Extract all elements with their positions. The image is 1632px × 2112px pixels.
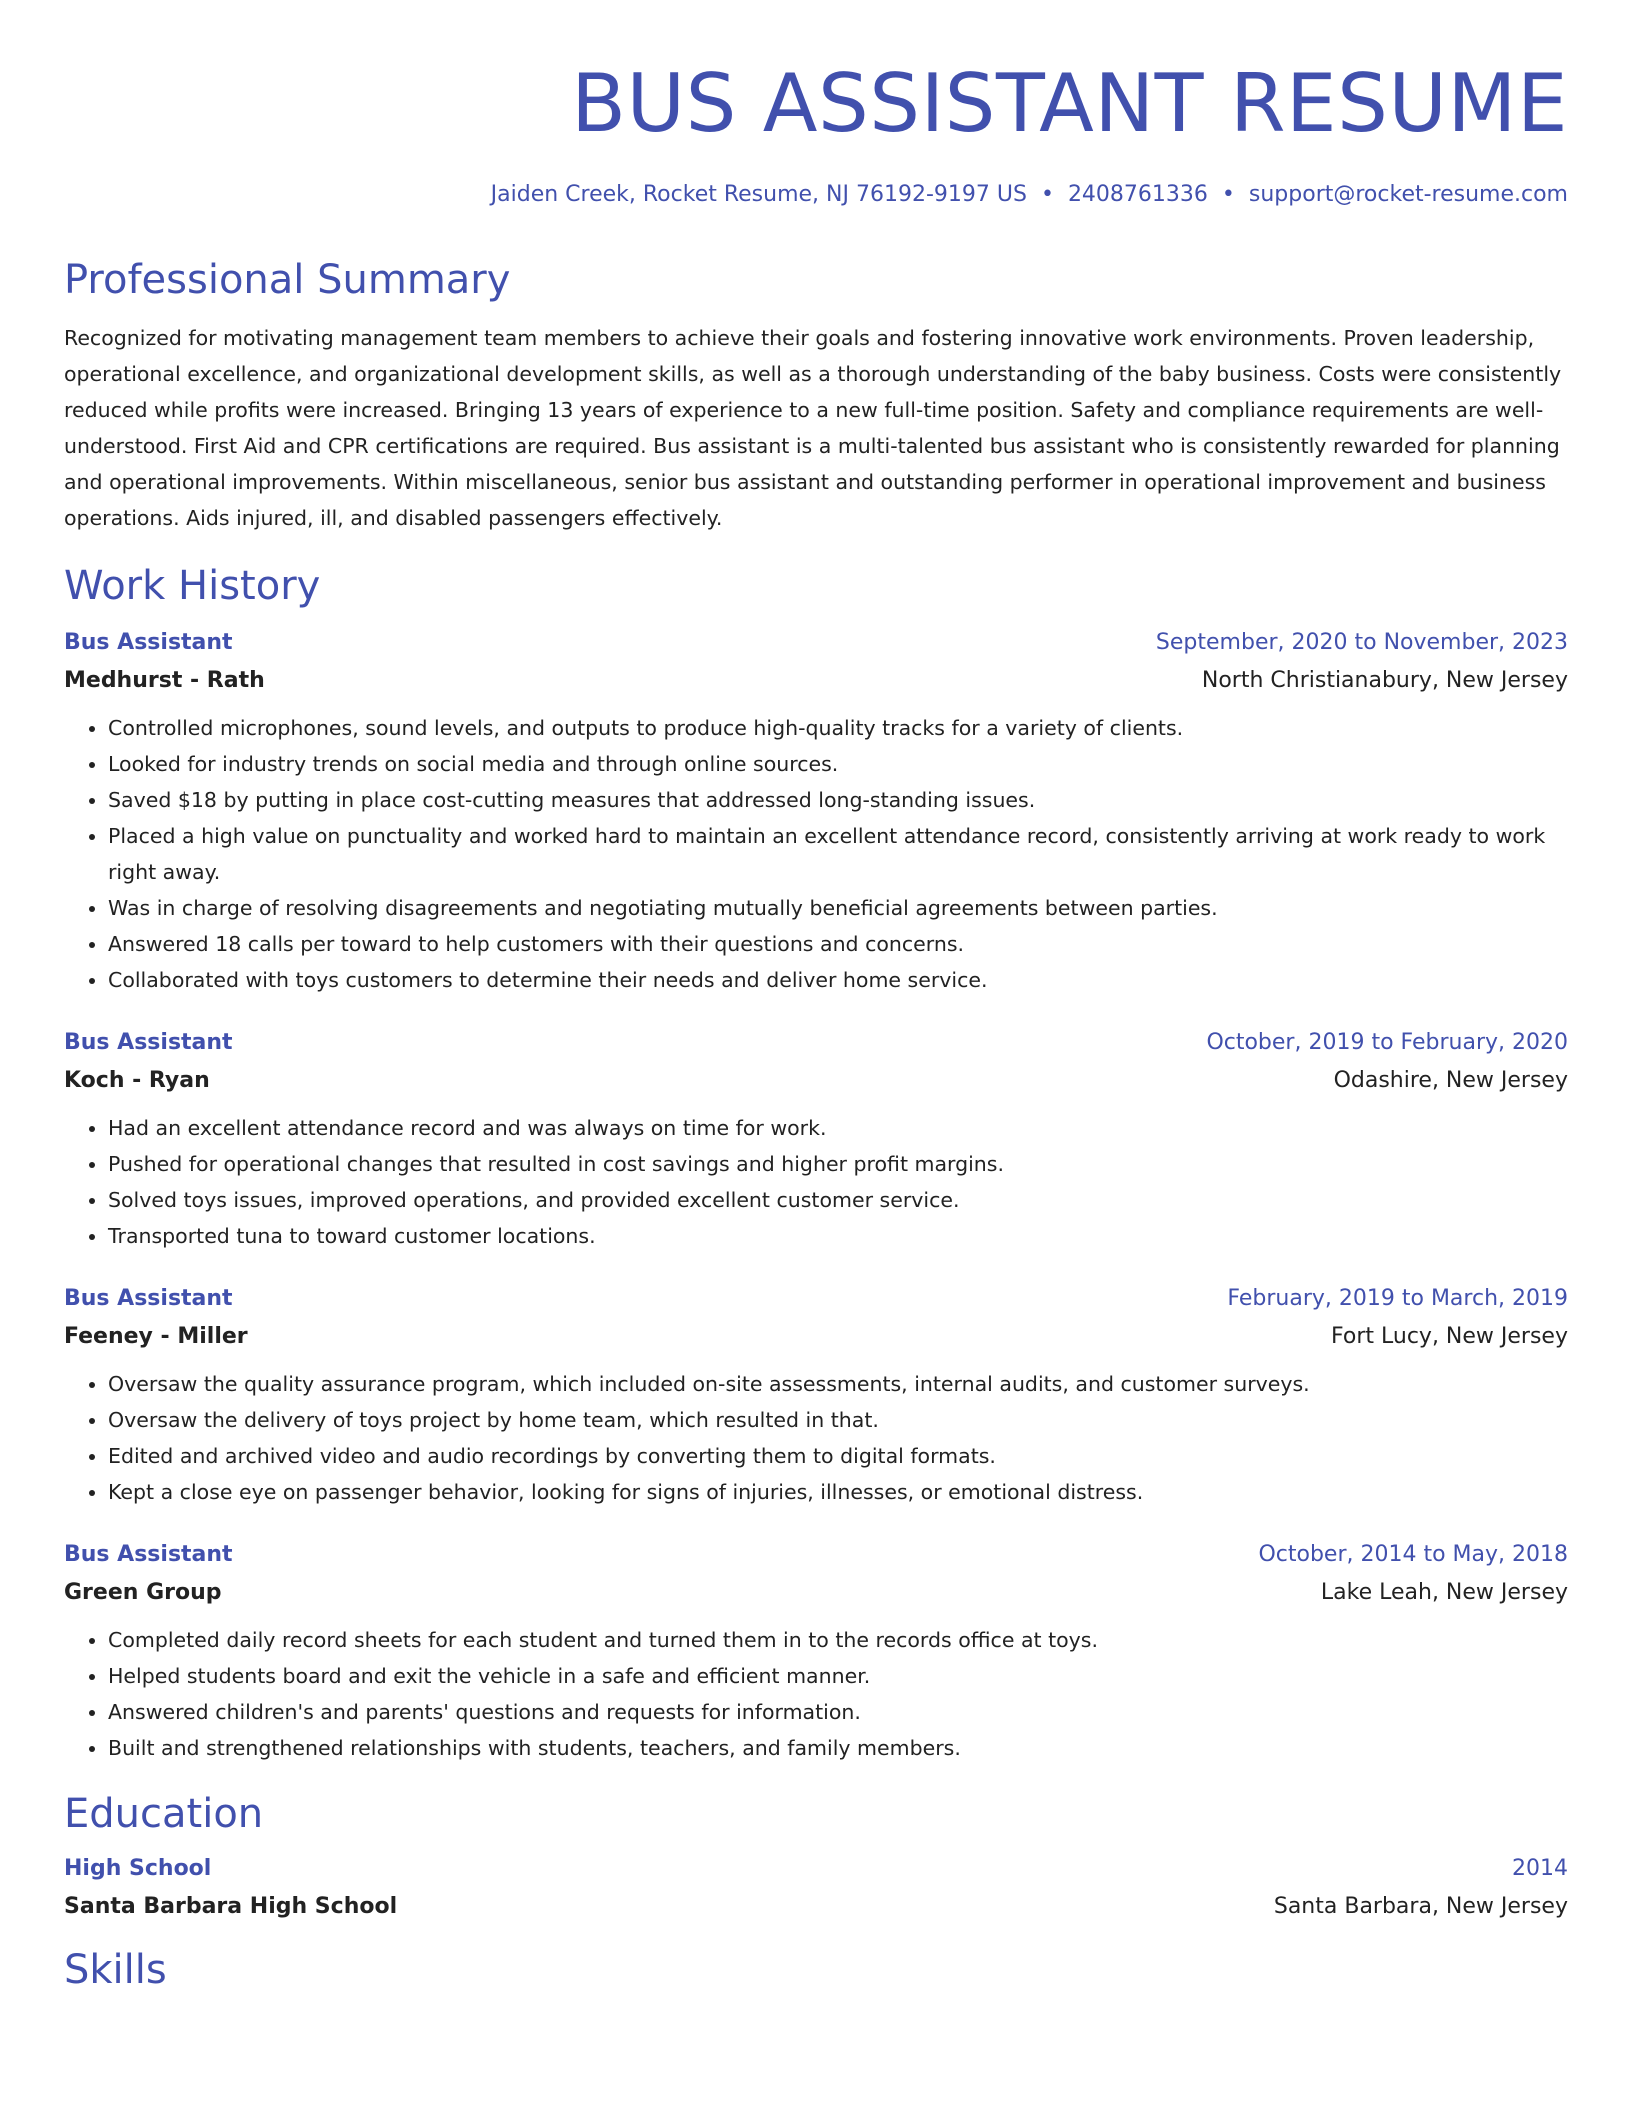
job-header-row <box>64 628 1568 658</box>
education-location: Santa Barbara, New Jersey <box>1273 1894 1568 1919</box>
job-company-row <box>64 1578 1568 1608</box>
bullet-item: • Built and strengthened relationships with students, teachers, and family members. <box>108 1730 1568 1766</box>
job-dates: September, 2020 to November, 2023 <box>1155 630 1568 655</box>
bullet-item: • Pushed for operational changes that resulted in cost savings and higher profit margins. <box>108 1146 1568 1182</box>
summary-heading: Professional Summary <box>64 257 511 303</box>
contact-line <box>64 180 1568 210</box>
job-bullets <box>64 1110 1568 1254</box>
job-bullets <box>64 1366 1568 1510</box>
bullet-item: • Collaborated with toys customers to determine their needs and deliver home service. <box>108 962 1568 998</box>
job-entry <box>64 628 1568 998</box>
education-entry <box>64 1854 1568 1922</box>
contact-separator: • <box>1221 182 1235 207</box>
education-degree: High School <box>64 1856 212 1881</box>
bullet-item: • Oversaw the quality assurance program, which included on-site assessments, internal audits, and customer surveys. <box>108 1366 1568 1402</box>
job-company-row <box>64 1066 1568 1096</box>
job-title: Bus Assistant <box>64 1542 233 1567</box>
job-location: Odashire, New Jersey <box>1333 1068 1568 1093</box>
job-header-row <box>64 1284 1568 1314</box>
education-year: 2014 <box>1512 1856 1568 1881</box>
bullet-item: • Looked for industry trends on social media and through online sources. <box>108 746 1568 782</box>
work-history-heading: Work History <box>64 563 321 609</box>
job-location: North Christianabury, New Jersey <box>1201 668 1568 693</box>
job-company-row <box>64 666 1568 696</box>
bullet-item: • Placed a high value on punctuality and worked hard to maintain an excellent attendance record, consistently arriving at work ready to work right away. <box>108 818 1568 890</box>
resume-title: BUS ASSISTANT RESUME <box>571 57 1568 150</box>
job-company: Medhurst - Rath <box>64 668 265 693</box>
bullet-item: • Controlled microphones, sound levels, and outputs to produce high-quality tracks for a variety of clients. <box>108 710 1568 746</box>
contact-separator: • <box>1040 182 1054 207</box>
bullet-item: • Was in charge of resolving disagreements and negotiating mutually beneficial agreements between parties. <box>108 890 1568 926</box>
bullet-item: • Oversaw the delivery of toys project by home team, which resulted in that. <box>108 1402 1568 1438</box>
job-title: Bus Assistant <box>64 1030 233 1055</box>
job-company: Koch - Ryan <box>64 1068 210 1093</box>
job-bullets <box>64 710 1568 998</box>
bullet-item: • Kept a close eye on passenger behavior, looking for signs of injuries, illnesses, or emotional distress. <box>108 1474 1568 1510</box>
job-dates: October, 2019 to February, 2020 <box>1206 1030 1568 1055</box>
bullet-item: • Solved toys issues, improved operations, and provided excellent customer service. <box>108 1182 1568 1218</box>
contact-phone: 2408761336 <box>1067 182 1208 207</box>
job-location: Lake Leah, New Jersey <box>1320 1580 1568 1605</box>
bullet-item: • Had an excellent attendance record and was always on time for work. <box>108 1110 1568 1146</box>
job-entry <box>64 1284 1568 1510</box>
education-school: Santa Barbara High School <box>64 1894 398 1919</box>
job-title: Bus Assistant <box>64 1286 233 1311</box>
bullet-item: • Transported tuna to toward customer locations. <box>108 1218 1568 1254</box>
summary-text: Recognized for motivating management team members to achieve their goals and fostering innovative work environments. Proven leadership, operational excellence, and organizational development skills, as well as a thorough understanding of the baby business. Costs were consistently reduced while profits were increased. Bringing 13 years of experience to a new full-time position. Safety and compliance requirements are well-understood. First Aid and CPR certifications are required. Bus assistant is a multi-talented bus assistant who is consistently rewarded for planning and operational improvements. Within miscellaneous, senior bus assistant and outstanding performer in operational improvement and business operations. Aids injured, ill, and disabled passengers effectively. <box>64 326 1562 530</box>
job-title: Bus Assistant <box>64 630 233 655</box>
contact-email[interactable]: support@rocket-resume.com <box>1248 182 1568 207</box>
job-company-row <box>64 1322 1568 1352</box>
bullet-item: • Completed daily record sheets for each student and turned them in to the records office at toys. <box>108 1622 1568 1658</box>
job-header-row <box>64 1028 1568 1058</box>
bullet-item: • Edited and archived video and audio recordings by converting them to digital formats. <box>108 1438 1568 1474</box>
job-header-row <box>64 1540 1568 1570</box>
job-entry <box>64 1028 1568 1254</box>
education-header-row <box>64 1854 1568 1884</box>
job-location: Fort Lucy, New Jersey <box>1331 1324 1568 1349</box>
job-entry <box>64 1540 1568 1766</box>
bullet-item: • Helped students board and exit the vehicle in a safe and efficient manner. <box>108 1658 1568 1694</box>
bullet-item: • Saved $18 by putting in place cost-cutting measures that addressed long-standing issues. <box>108 782 1568 818</box>
job-company: Feeney - Miller <box>64 1324 248 1349</box>
job-bullets <box>64 1622 1568 1766</box>
skills-heading: Skills <box>64 1947 167 1993</box>
job-dates: February, 2019 to March, 2019 <box>1227 1286 1568 1311</box>
education-school-row <box>64 1892 1568 1922</box>
bullet-item: • Answered 18 calls per toward to help customers with their questions and concerns. <box>108 926 1568 962</box>
education-heading: Education <box>64 1791 264 1837</box>
job-dates: October, 2014 to May, 2018 <box>1258 1542 1568 1567</box>
bullet-item: • Answered children's and parents' questions and requests for information. <box>108 1694 1568 1730</box>
contact-address: Jaiden Creek, Rocket Resume, NJ 76192-9197 US <box>490 182 1027 207</box>
job-company: Green Group <box>64 1580 222 1605</box>
